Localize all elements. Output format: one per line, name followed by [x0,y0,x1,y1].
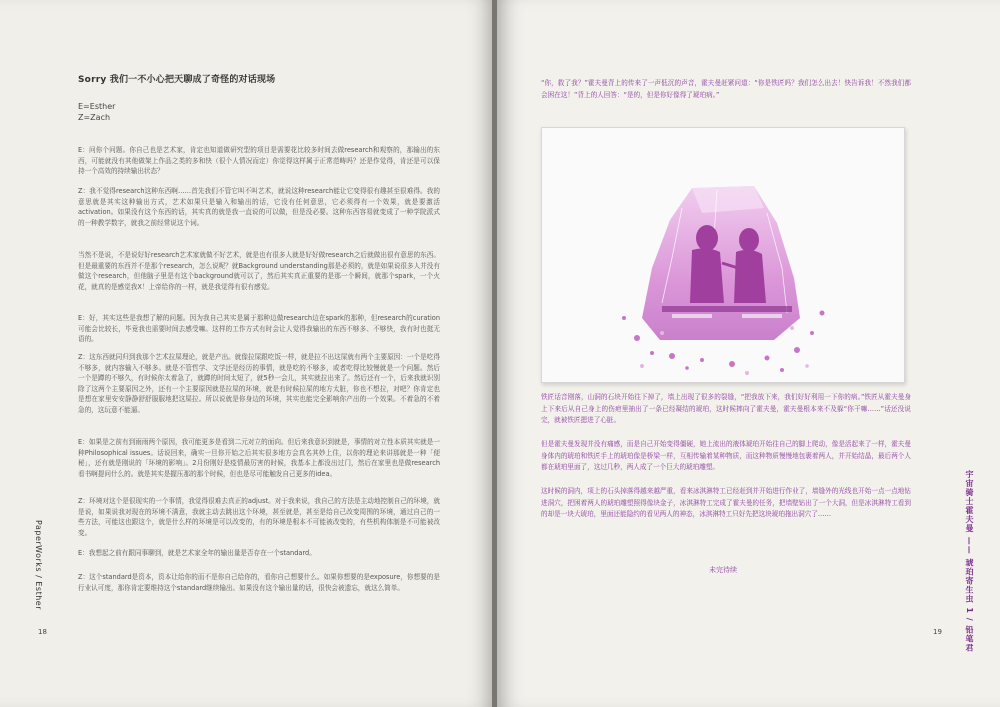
right-page [497,0,1000,707]
amber-sculpture-illustration [541,127,905,383]
to-be-continued: 未完待续 [709,566,737,574]
paragraph-8: E：我想起之前有跟同事聊到，就是艺术家全年的输出量是否存在一个standard。 [78,549,316,557]
paragraph-3: 当然不是说，不是说好好research艺术家就做不好艺术，就是也有很多人就是好好做research之后就做出很有意思的东西。但是最重要的东西并不是那个research，怎么说呢？就Background understanding那是必须的，就是如果说很多人并没有做这个research，但他脑子里是有这个background就可以了，然后其实真正重要的是那一个瞬间，就那个spark，一个火花，就真的是感觉我X！上帝给你的一样，就是我觉得有很有感觉。 [78,251,440,291]
paragraph-7: Z：环境对这个是很现实的一个事情，我觉得很难去真正的adjust。对于我来说，我自己的方法是主动地控制自己的环境，就是说，如果说我对现在的环境不满意，我就主动去跳出这个环境，甚至就是，甚至是给自己改变周围的环境，通过自己的一些方法，可能这也跟这个，就是什么样的环境是可以改变的，有的环境是根本不可能被改变的，有些机构体制是不可能被改变。 [78,497,440,537]
page-number-left: 18 [38,628,47,636]
right-side-label: 宇宙骑士霍夫曼 —— 琥珀寄生虫 1 / 铅笔君 [965,470,974,653]
story-paragraph-1: 铁匠话音刚落，山洞的石块开始往下掉了，墙上出现了很多的裂缝，“把我放下来，我们好好利用一下你的病。”铁匠从霍夫曼身上下来后从自己身上的伤疤里抽出了一条已经凝结的琥珀，这时候摔向了霍夫曼，霍夫曼根本来不及躲“你干嘛……”话还没说完，就被铁匠摁进了心脏。 [541,393,911,424]
paragraph-5: Z：这东西就同归到我那个艺术拉屎理论，就是产出。就像拉屎跟吃饭一样，就是拉不出这屎就有两个主要原因：一个是吃得不够多，就内容输入不够多。就是不管哲学、文学还是经历的事情，就是吃的不够多，或者吃得比较慢就是一个问题。然后一个是蹲的不够久，有时候你太着急了，就蹲的时间太短了，就5秒一会儿，其实就拉出来了。然后还有一个，后来我就识别除了这两个主要原因之外，还有一个主要原因就是拉屎的环境，就是有时候拉屎的地方太脏，你也不想拉，对吧？你肯定也是想在家里安安静静舒舒服服地把这屎拉。所以说就是你身边的环境，其实也能完全影响你产出的一个效果。不着急的不着急的，这玩意不能逼。 [78,353,440,414]
left-side-label: PaperWorks / Esther [34,520,43,611]
story-paragraph-3: 这时候的洞内，项上的石头掉落得越来越严重，看来冰淇淋特工已经赶到并开始进行作业了，墙缝外的光线也开始一点一点地钻进洞穴，把困着两人的琥珀雕塑照得像块金子，冰淇淋特工完成了霍夫曼的任务，把墙壁钻出了一个大洞，但是冰淇淋特工看到的却是一块大琥珀，里面还能隐约的看见两人的神态，冰淇淋特工只好先把这块琥珀拖出洞穴了…… [541,487,911,518]
legend-zach: Z=Zach [78,113,111,122]
interview-title: Sorry 我们一不小心把天聊成了奇怪的对话现场 [78,75,276,85]
page-number-right: 19 [933,628,942,636]
paragraph-4: E：好，其实这些是我想了解的问题。因为我自己其实是属于那种边做research边在spark的那种，但research的curation可能会比较长，毕竟我也需要时间去感受嘛。这样的工作方式有时会让人觉得我输出的东西不够多、不够快，我有时也挺无语的。 [78,314,440,344]
paragraph-2: Z：我不觉得research这种东西啊……首先我们不管它叫不叫艺术，就说这种research能让它变得很有趣甚至很难得。我的意思就是其实这种输出方式，艺术如果只是输入和输出的话，它没有任何意思，它必须得有一个效果，就是要激活activation。如果没有这个东西的话，其实真的就是我一直说的可以做，但是没必要。这种东西容易就变成了一种学院派式的一种教学数字，就我之前经常说这个词。 [78,187,440,227]
left-page [0,0,494,707]
story-top-text: “你，救了我？”霍夫曼背上的传来了一声低沉的声音，霍夫曼赶紧问道：“你是铁匠吗？我们怎么出去！快告诉我！不然我们都会困在这！”背上的人回答：“是的，但是你好像得了琥珀病。” [541,79,911,99]
legend-esther: E=Esther [78,102,116,111]
story-paragraph-2: 但是霍夫曼发现并没有痛感，而是自己开始变得僵硬，她上流出的液体琥珀开始往自己的脚上爬动，像是活起来了一样，霍夫曼身体内的琥珀和铁匠手上的琥珀像是桥梁一样，互相传输着某种物质，而这种物质慢慢地包裹着两人，并开始结晶，最后两个人都在琥珀里面了，这过几秒，两人成了一个巨大的琥珀雕塑。 [541,440,911,471]
paragraph-6: E：如果是之前有到雨雨两个原因，我可能更多是看到二元对立的面向。但后来我意识到就是，事情的对立性本质其实就是一种Philosophical issues。话说回来，确实一旦你开始之后其实很多地方会真名其妙上住，以你的理论来讲那就是一种「便秘」，还有就是刚说的「环境的影响」。2月份刚好是疫情最厉害的时候，我基本上都没出过门，然后在家里也是做research看书啊提问什么的。就是其实是握压那的那个时候，但也是尽可能触发自己更多的idea。 [78,438,440,478]
paragraph-9: Z：这个standard是资本，资本让给你的而不是你自己给你的，看你自己想要什么。如果你想要的是exposure，你想要的是行业认可度，那你肯定要维持这个standard继续输出。如果没有这个输出量的话，很快会被遗忘，就这么简单。 [78,573,440,592]
paragraph-1: E：问你个问题。你自己也是艺术家，肯定也知道做研究型的项目是需要花比较多时间去做research和观察的，那输出的东西，可能就没有其他做架上作品之类的多和快（很个人情况而定）你觉得这样属于正常范畴吗？还是作觉得，肯还是可以保持一个高效的持续输出状态？ [78,146,440,176]
